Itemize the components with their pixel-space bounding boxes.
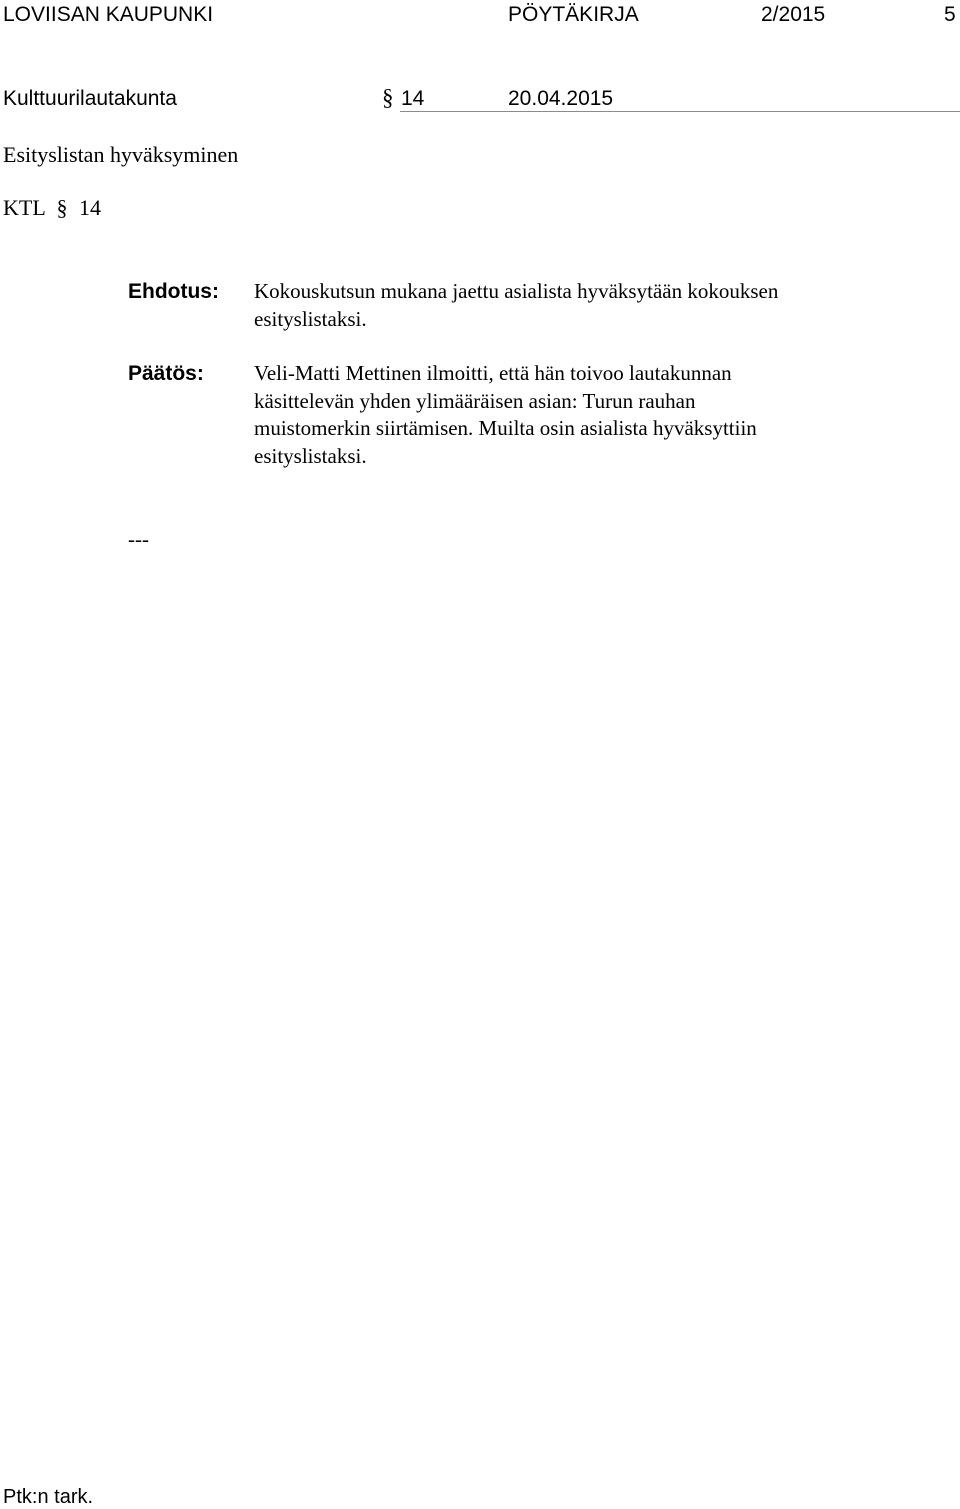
decision-text: [254, 360, 874, 470]
committee-name: Kulttuurilautakunta: [3, 87, 177, 110]
issue-number: 2/2015: [761, 3, 826, 26]
proposal-line: esityslistaksi.: [254, 306, 367, 331]
document-type: PÖYTÄKIRJA: [508, 3, 639, 26]
meeting-date: 20.04.2015: [508, 87, 614, 110]
footer-check-label: Ptk:n tark.: [3, 1486, 94, 1508]
decision-label: Päätös:: [128, 362, 204, 385]
decision-line: esityslistaksi.: [254, 443, 367, 468]
item-ref-mark: §: [56, 195, 68, 220]
decision-line: Veli-Matti Mettinen ilmoitti, että hän toivoo lautakunnan: [254, 361, 732, 385]
item-reference: [3, 195, 101, 221]
item-ref-prefix: KTL: [3, 195, 45, 220]
section-number: 14: [401, 87, 425, 110]
decision-line: käsittelevän yhden ylimääräisen asian: Turun rauhan: [254, 388, 696, 413]
proposal-label: Ehdotus:: [128, 280, 219, 303]
item-title: Esityslistan hyväksyminen: [3, 142, 239, 167]
proposal-text: [254, 278, 874, 333]
section-mark: §: [382, 85, 394, 110]
organization-name: LOVIISAN KAUPUNKI: [3, 3, 214, 26]
header-rule: [400, 111, 960, 112]
page-number: 5: [944, 3, 956, 26]
proposal-line: Kokouskutsun mukana jaettu asialista hyväksytään kokouksen: [254, 279, 779, 303]
decision-line: muistomerkin siirtämisen. Muilta osin asialista hyväksyttiin: [254, 416, 757, 440]
item-ref-number: 14: [78, 195, 101, 220]
item-separator: ---: [128, 527, 149, 551]
